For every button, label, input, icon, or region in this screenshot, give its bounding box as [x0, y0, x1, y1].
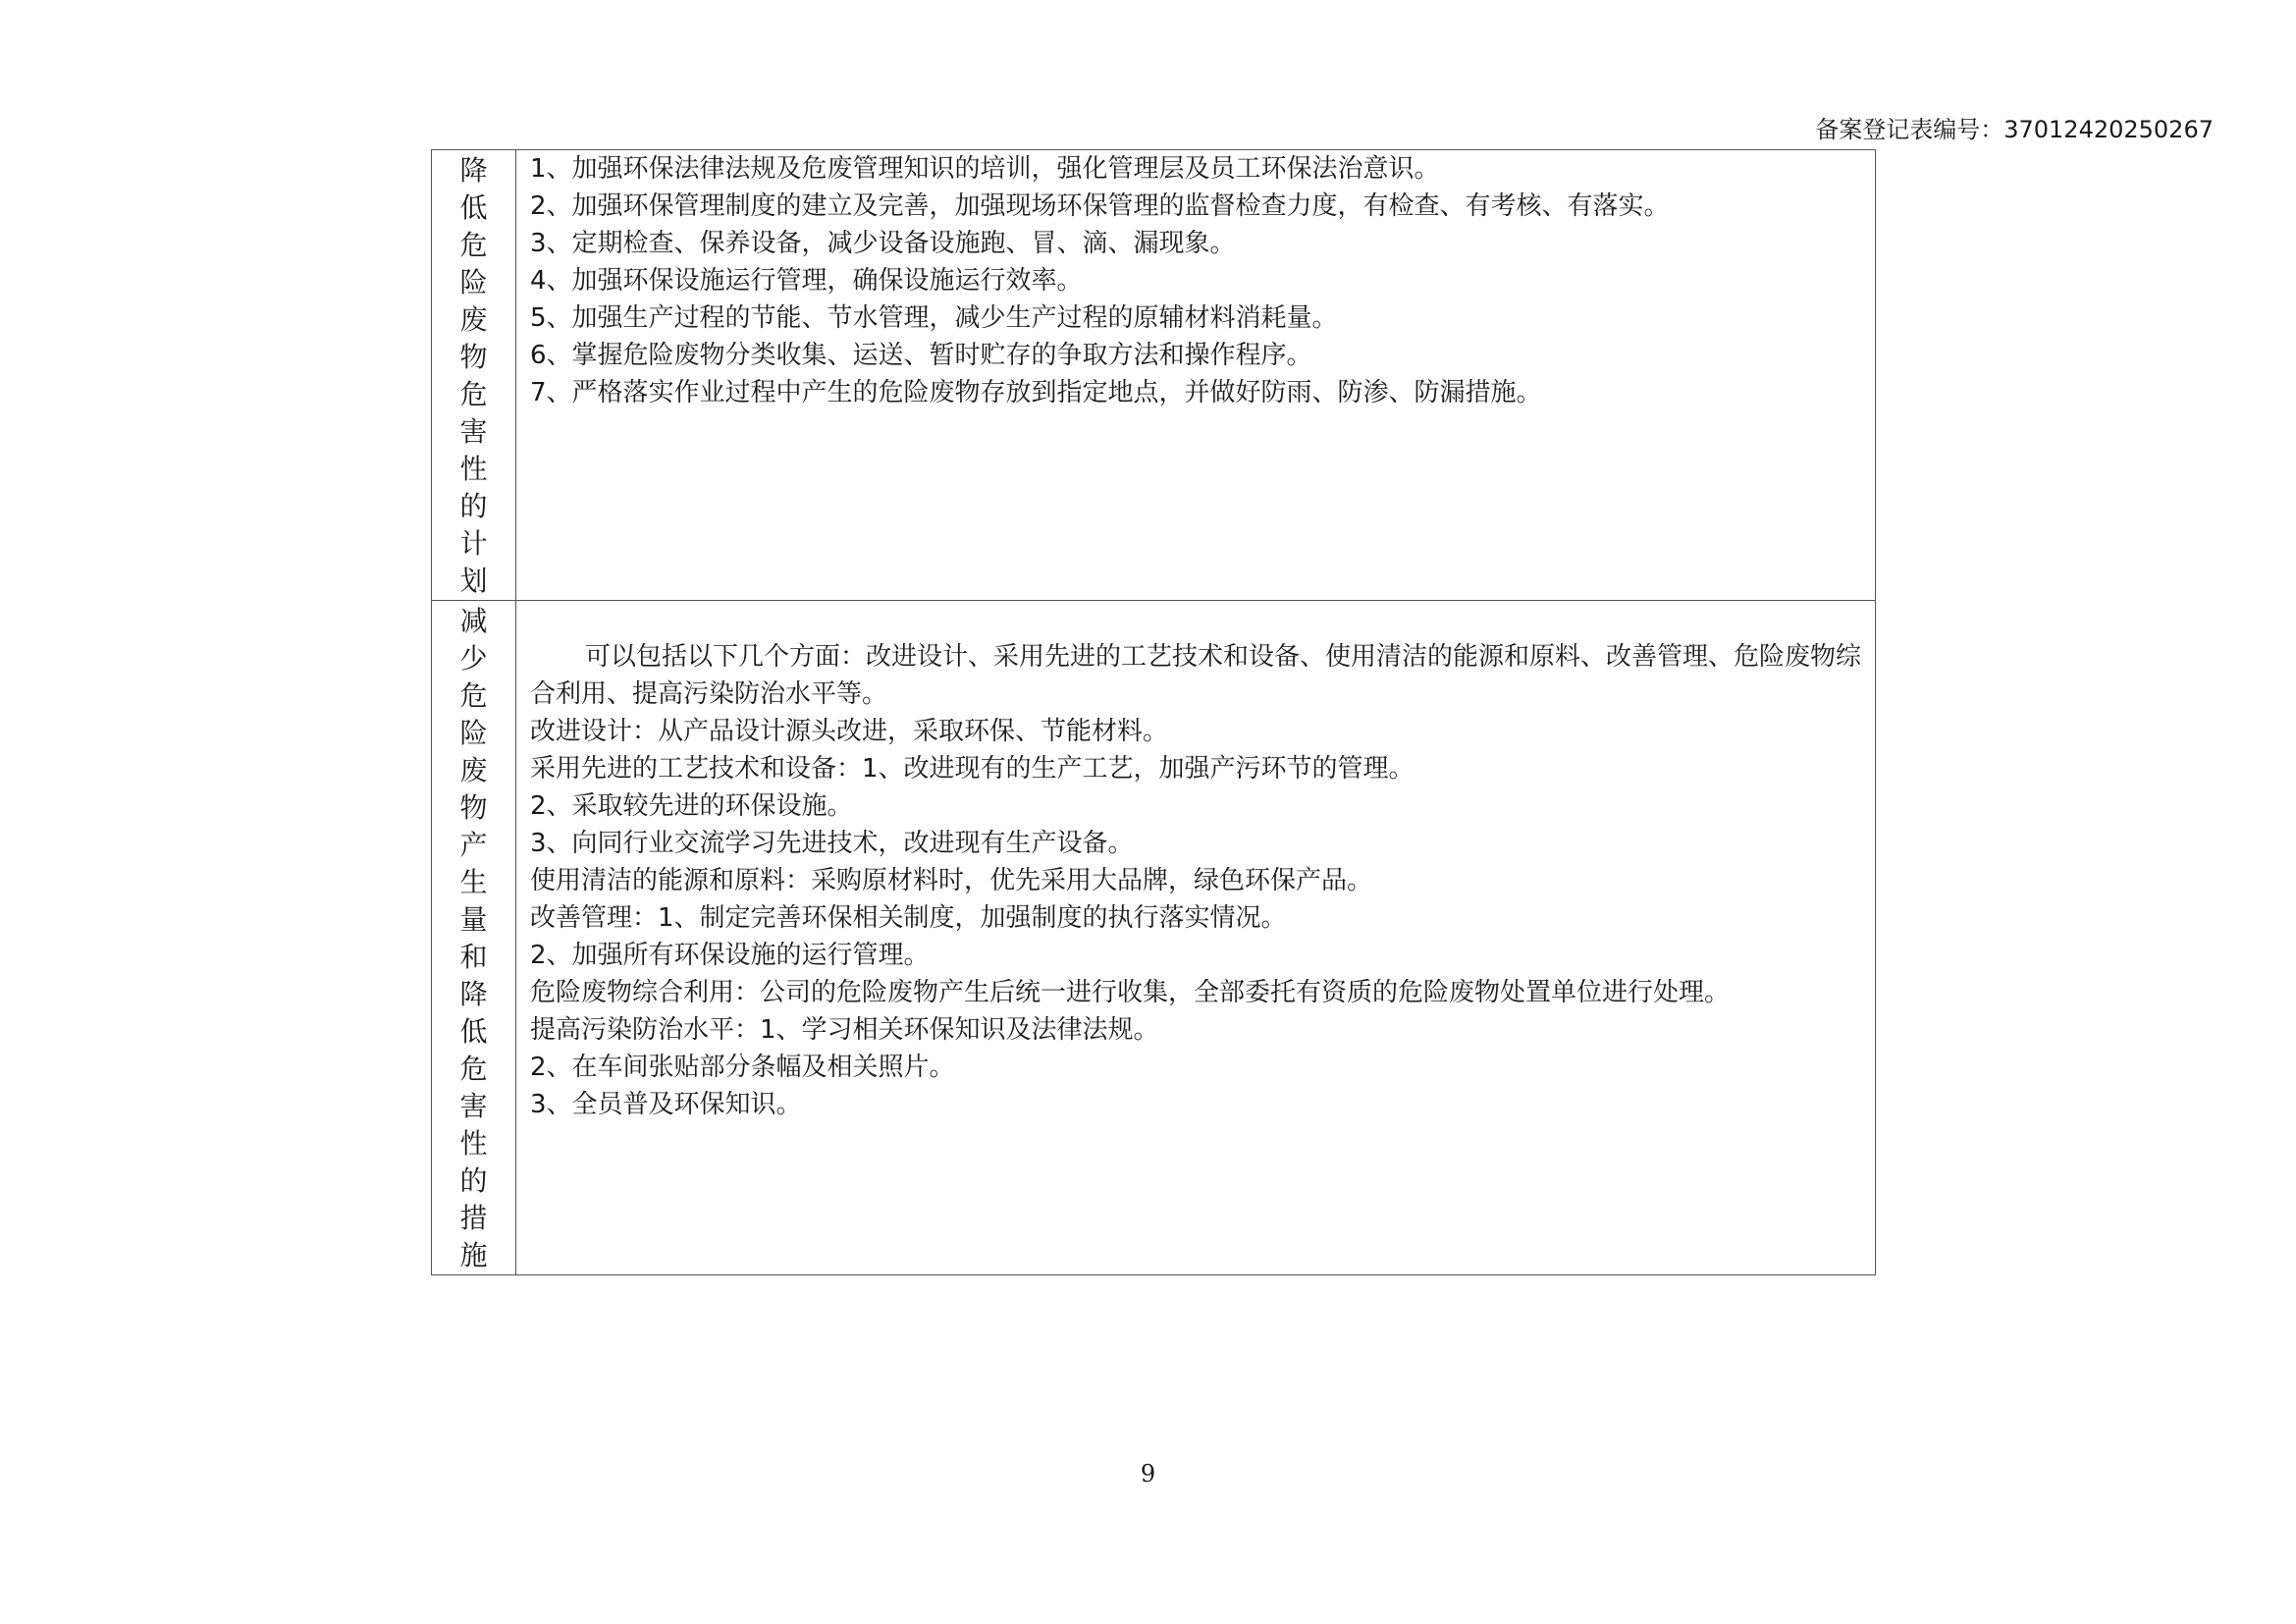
list-item: 3、全员普及环保知识。: [530, 1090, 802, 1119]
section-content-cell: [516, 150, 1876, 601]
label-char: 的: [459, 490, 488, 522]
section-content-cell: [516, 601, 1876, 1275]
label-char: 产: [459, 829, 488, 861]
record-number: 备案登记表编号：37012420250267: [1815, 116, 2214, 143]
label-char: 物: [459, 791, 488, 824]
list-item: 5、加强生产过程的节能、节水管理，减少生产过程的原辅材料消耗量。: [530, 303, 1338, 333]
list-item: 使用清洁的能源和原料：采购原材料时，优先采用大品牌，绿色环保产品。: [530, 866, 1373, 895]
table-row: [432, 601, 1876, 1275]
list-item: 2、在车间张贴部分条幅及相关照片。: [530, 1053, 955, 1082]
page-number: 9: [1140, 1460, 1156, 1488]
section-label-cell: [432, 601, 516, 1275]
label-char: 和: [459, 941, 488, 973]
label-char: 低: [459, 191, 488, 224]
list-item: 1、加强环保法律法规及危废管理知识的培训，强化管理层及员工环保法治意识。: [530, 154, 1440, 184]
list-item: 2、采取较先进的环保设施。: [530, 791, 853, 821]
list-item: 2、加强所有环保设施的运行管理。: [530, 941, 930, 970]
label-char: 降: [459, 154, 488, 187]
label-char: 划: [459, 565, 488, 597]
section-label: [432, 150, 515, 600]
section-content: [516, 150, 1875, 411]
list-item: 危险废物综合利用：公司的危险废物产生后统一进行收集，全部委托有资质的危险废物处置单位进行处理。: [530, 978, 1731, 1007]
hazardous-waste-plan-table: [431, 149, 1876, 1275]
label-char: 危: [459, 1053, 488, 1085]
list-item: 3、向同行业交流学习先进技术，改进现有生产设备。: [530, 829, 1134, 858]
label-char: 措: [459, 1202, 488, 1234]
list-item: 采用先进的工艺技术和设备：1、改进现有的生产工艺，加强产污环节的管理。: [530, 754, 1415, 784]
list-item: 6、掌握危险废物分类收集、运送、暂时贮存的争取方法和操作程序。: [530, 341, 1312, 370]
section-label: [432, 601, 515, 1274]
label-char: 险: [459, 717, 488, 749]
label-char: 减: [459, 605, 488, 637]
intro-paragraph: 可以包括以下几个方面：改进设计、采用先进的工艺技术和设备、使用清洁的能源和原料、改善管理、危险废物综合利用、提高污染防治水平等。: [530, 642, 1862, 709]
label-char: 物: [459, 341, 488, 373]
label-char: 性: [459, 1127, 488, 1160]
label-char: 危: [459, 229, 488, 261]
label-char: 施: [459, 1239, 488, 1272]
list-item: 7、严格落实作业过程中产生的危险废物存放到指定地点，并做好防雨、防渗、防漏措施。: [530, 378, 1542, 407]
list-item: 提高污染防治水平：1、学习相关环保知识及法律法规。: [530, 1015, 1159, 1045]
section-label-cell: [432, 150, 516, 601]
label-char: 量: [459, 903, 488, 936]
list-item: 3、定期检查、保养设备，减少设备设施跑、冒、滴、漏现象。: [530, 229, 1236, 258]
label-char: 低: [459, 1015, 488, 1048]
list-item: 改善管理：1、制定完善环保相关制度，加强制度的执行落实情况。: [530, 903, 1287, 933]
table-row: [432, 150, 1876, 601]
label-char: 计: [459, 527, 488, 560]
label-char: 废: [459, 303, 488, 336]
list-item: 2、加强环保管理制度的建立及完善，加强现场环保管理的监督检查力度，有检查、有考核、有落实。: [530, 191, 1670, 221]
label-char: 少: [459, 642, 488, 675]
label-char: 性: [459, 453, 488, 485]
label-char: 废: [459, 754, 488, 786]
label-char: 害: [459, 1090, 488, 1122]
label-char: 险: [459, 266, 488, 298]
label-char: 生: [459, 866, 488, 898]
label-char: 危: [459, 378, 488, 410]
label-char: 害: [459, 415, 488, 448]
list-item: 4、加强环保设施运行管理，确保设施运行效率。: [530, 266, 1083, 296]
label-char: 危: [459, 679, 488, 712]
label-char: 降: [459, 978, 488, 1010]
list-item: 改进设计：从产品设计源头改进，采取环保、节能材料。: [530, 717, 1169, 746]
label-char: 的: [459, 1164, 488, 1197]
section-content: [516, 601, 1875, 1123]
